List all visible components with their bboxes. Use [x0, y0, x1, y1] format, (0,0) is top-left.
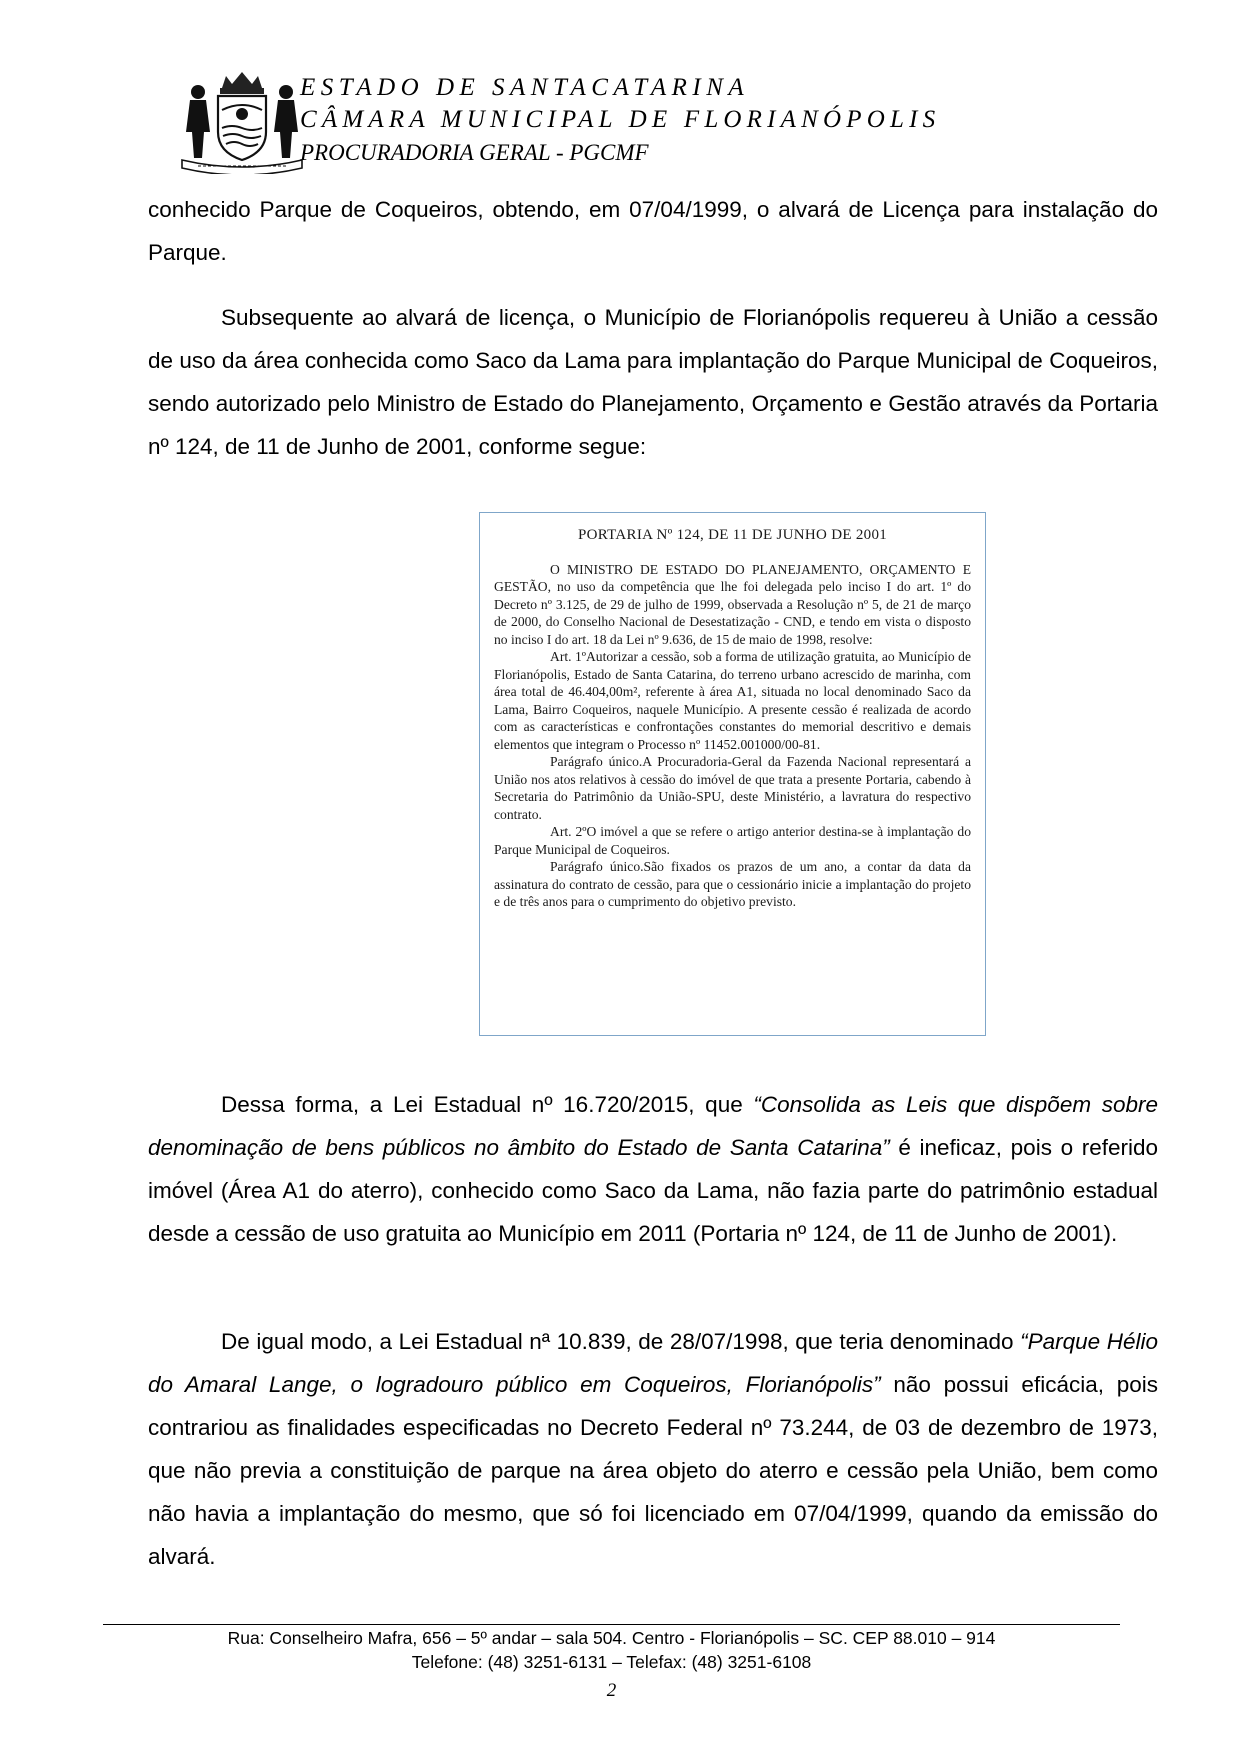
footer-divider	[103, 1624, 1120, 1625]
header-state: ESTADO DE SANTACATARINA	[300, 74, 750, 101]
paragraph-4-text-a: De igual modo, a Lei Estadual nª 10.839, de 28/07/1998, que teria denominado	[221, 1329, 1021, 1354]
portaria-paragraph-1: Parágrafo único.A Procuradoria-Geral da Fazenda Nacional representará a União nos atos relativos à cessão do imóvel de que trata a presente Portaria, cabendo à Secretaria do Patrimônio da União-SPU, deste Ministério, a lavratura do respectivo contrato.	[494, 754, 971, 822]
paragraph-2: Subsequente ao alvará de licença, o Município de Florianópolis requereu à União a cessão de uso da área conhecida como Saco da Lama para implantação do Parque Municipal de Coqueiros, sendo autorizado pelo Ministro de Estado do Planejamento, Orçamento e Gestão através da Portaria nº 124, de 11 de Junho de 2001, conforme segue:	[148, 305, 1158, 459]
paragraph-3-text-a: Dessa forma, a Lei Estadual nº 16.720/2015, que	[221, 1092, 754, 1117]
paragraph-4-text-b: não possui eficácia, pois contrariou as finalidades especificadas no Decreto Federal nº 73.244, de 03 de dezembro de 1973, que não previa a constituição de parque na área objeto do aterro e cessão pela União, bem como não havia a implantação do mesmo, que só foi licenciado em 07/04/1999, quando da emissão do alvará.	[148, 1372, 1158, 1569]
portaria-art2: Art. 2ºO imóvel a que se refere o artigo anterior destina-se à implantação do Parque Municipal de Coqueiros.	[494, 824, 971, 857]
portaria-paragraph-2: Parágrafo único.São fixados os prazos de um ano, a contar da data da assinatura do contrato de cessão, para que o cessionário inicie a implantação do projeto e de três anos para o cumprimento do objetivo previsto.	[494, 859, 971, 909]
portaria-scan	[479, 512, 986, 1036]
paragraph-4-quote: “Parque Hélio do Amaral Lange, o logradouro público em Coqueiros, Florianópolis”	[148, 1329, 1158, 1397]
header-chamber: CÂMARA MUNICIPAL DE FLORIANÓPOLIS	[300, 106, 941, 133]
portaria-intro: O MINISTRO DE ESTADO DO PLANEJAMENTO, ORÇAMENTO E GESTÃO, no uso da competência que lhe foi delegada pelo inciso I do art. 1º do Decreto nº 3.125, de 29 de julho de 1999, observada a Resolução nº 5, de 21 de março de 2000, do Conselho Nacional de Desestatização - CND, e tendo em vista o disposto no inciso I do art. 18 da Lei nº 9.636, de 15 de maio de 1998, resolve:	[494, 561, 971, 647]
header-department: PROCURADORIA GERAL - PGCMF	[300, 140, 649, 165]
paragraph-3	[148, 1083, 1158, 1255]
municipal-coat-of-arms-icon	[178, 70, 306, 174]
footer-phone: Telefone: (48) 3251-6131 – Telefax: (48) 3251-6108	[411, 1652, 812, 1672]
paragraph-4	[148, 1320, 1158, 1578]
paragraph-3-quote: “Consolida as Leis que dispõem sobre denominação de bens públicos no âmbito do Estado de Santa Catarina”	[148, 1092, 1158, 1160]
portaria-art1: Art. 1ºAutorizar a cessão, sob a forma de utilização gratuita, ao Município de Florianópolis, Estado de Santa Catarina, do terreno urbano acrescido de marinha, com área total de 46.404,00m², referente à área A1, situada no local denominado Saco da Lama, Bairro Coqueiros, naquele Município. A presente cessão é realizada de acordo com as características e confrontações constantes do memorial descritivo e demais elementos que integram o Processo nº 11452.001000/00-81.	[494, 649, 971, 752]
footer-address: Rua: Conselheiro Mafra, 656 – 5º andar – sala 504. Centro - Florianópolis – SC. CEP 88.010 – 914	[227, 1628, 996, 1648]
page-number: 2	[606, 1680, 617, 1701]
paragraph-3-text-b: é ineficaz, pois o referido imóvel (Área A1 do aterro), conhecido como Saco da Lama, não fazia parte do patrimônio estadual desde a cessão de uso gratuita ao Município em 2011 (Portaria nº 124, de 11 de Junho de 2001).	[148, 1135, 1158, 1246]
paragraph-1: conhecido Parque de Coqueiros, obtendo, em 07/04/1999, o alvará de Licença para instalação do Parque.	[148, 197, 1158, 265]
portaria-title: PORTARIA Nº 124, DE 11 DE JUNHO DE 2001	[577, 527, 888, 543]
